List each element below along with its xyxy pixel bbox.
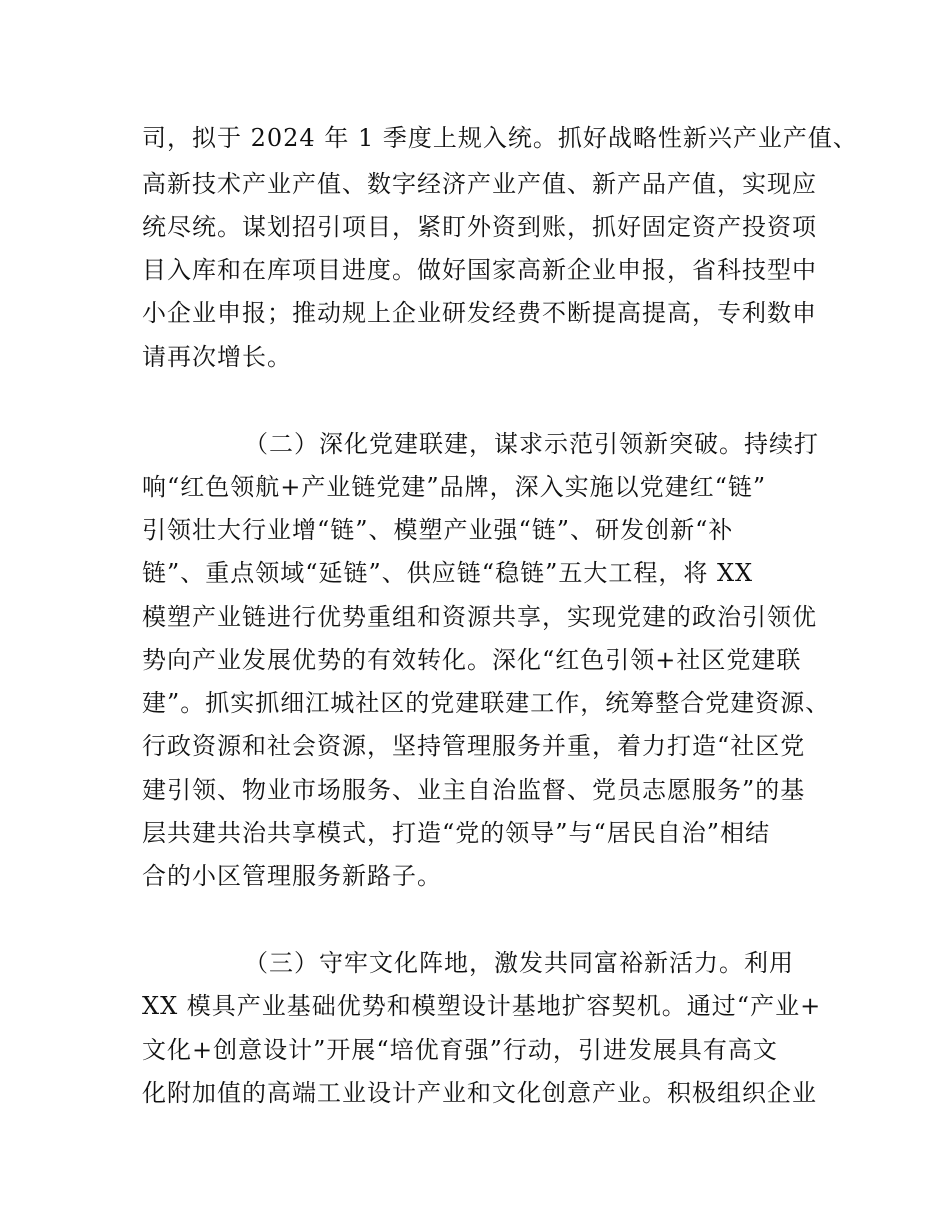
paragraph-line: 文化+创意设计”开展“培优育强”行动，引进发展具有高文 bbox=[142, 1036, 778, 1064]
paragraph-heading-line: （二）深化党建联建，谋求示范引领新突破。持续打 bbox=[244, 430, 819, 458]
paragraph-line: 司，拟于 2024 年 1 季度上规入统。抓好战略性新兴产业产值、 bbox=[142, 124, 858, 152]
paragraph-line: 化附加值的高端工业设计产业和文化创意产业。积极组织企业 bbox=[142, 1079, 817, 1107]
paragraph-line: 小企业申报；推动规上企业研发经费不断提高提高，专利数申 bbox=[142, 299, 817, 327]
paragraph-line: 目入库和在库项目进度。做好国家高新企业申报，省科技型中 bbox=[142, 256, 817, 284]
paragraph-line: 高新技术产业产值、数字经济产业产值、新产品产值，实现应 bbox=[142, 170, 817, 198]
paragraph-line: 引领壮大行业增“链”、模塑产业强“链”、研发创新“补 bbox=[142, 516, 734, 544]
paragraph-line: 行政资源和社会资源，坚持管理服务并重，着力打造“社区党 bbox=[142, 732, 806, 760]
paragraph-line: 链”、重点领域“延链”、供应链“稳链”五大工程，将 XX bbox=[142, 559, 754, 587]
paragraph-heading-line: （三）守牢文化阵地，激发共同富裕新活力。利用 bbox=[244, 949, 794, 977]
paragraph-line: 统尽统。谋划招引项目，紧盯外资到账，抓好固定资产投资项 bbox=[142, 213, 817, 241]
paragraph-line: 合的小区管理服务新路子。 bbox=[142, 862, 442, 890]
paragraph-line: XX 模具产业基础优势和模塑设计基地扩容契机。通过“产业+ bbox=[142, 992, 822, 1020]
paragraph-line: 层共建共治共享模式，打造“党的领导”与“居民自治”相结 bbox=[142, 819, 771, 847]
paragraph-line: 响“红色领航+产业链党建”品牌，深入实施以党建红“链” bbox=[142, 473, 767, 501]
paragraph-line: 模塑产业链进行优势重组和资源共享，实现党建的政治引领优 bbox=[142, 603, 817, 631]
paragraph-line: 建引领、物业市场服务、业主自治监督、党员志愿服务”的基 bbox=[142, 776, 806, 804]
paragraph-line: 势向产业发展优势的有效转化。深化“红色引领+社区党建联 bbox=[142, 646, 802, 674]
paragraph-line: 建”。抓实抓细江城社区的党建联建工作，统筹整合党建资源、 bbox=[142, 689, 831, 717]
paragraph-line: 请再次增长。 bbox=[142, 343, 292, 371]
